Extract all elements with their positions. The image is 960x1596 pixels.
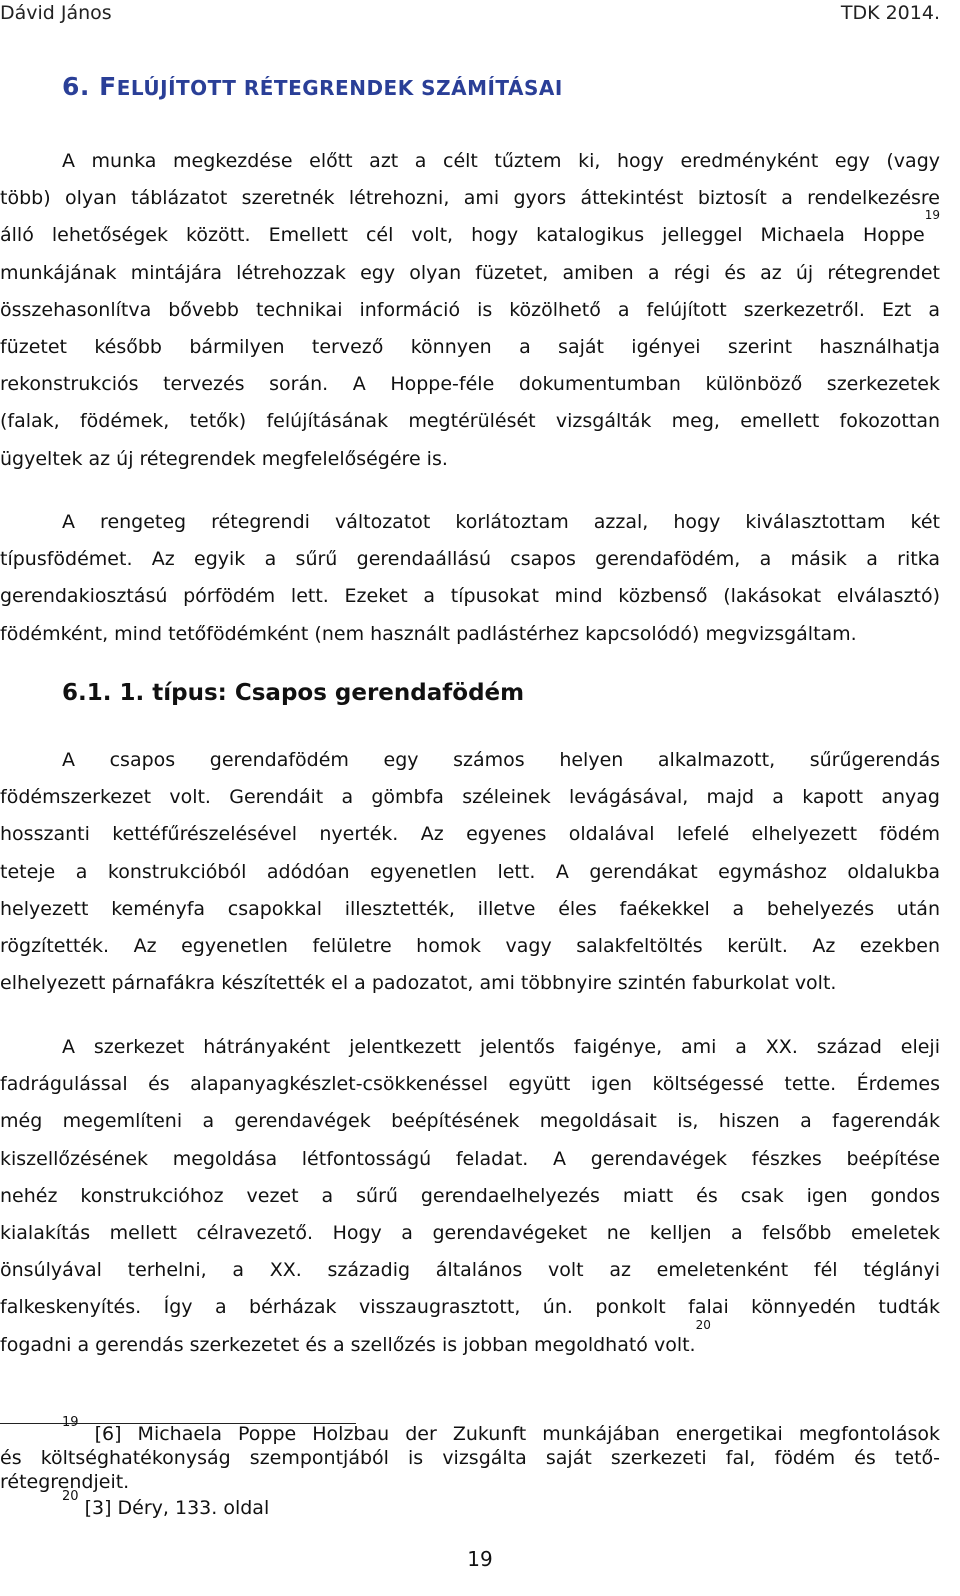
p1-line-3-text: álló lehetőségek között. Emellett cél volt, hogy katalogikus jelleggel Michaela Hoppe	[0, 224, 925, 247]
p3-line-2: födémszerkezet volt. Gerendáit a gömbfa széleinek levágásával, majd a kapott anyag	[0, 786, 940, 809]
footnote-20	[0, 1489, 940, 1520]
section-title-initial: F	[99, 72, 117, 101]
footnote-ref-20: 20	[695, 1317, 711, 1332]
p4-line-8: falkeskenyítés. Így a bérházak visszaugrasztott, ún. ponkolt falai könnyedén tudták	[0, 1296, 940, 1319]
p2-line-1: A rengeteg rétegrendi változatot korlátoztam azzal, hogy kiválasztottam két	[62, 511, 940, 533]
paragraph-4	[0, 1029, 940, 1364]
paragraph-1	[0, 143, 940, 478]
footnote-19-line-1	[0, 1415, 940, 1446]
p3-line-5: helyezett keményfa csapokkal illesztették, illetve éles faékekkel a behelyezés után	[0, 897, 940, 920]
footnote-19-line-3: rétegrendjeit.	[0, 1471, 130, 1493]
p1-line-8: (falak, födémek, tetők) felújításának megtérülését vizsgálták meg, emellett fokozottan	[0, 410, 940, 433]
footnote-19-line-2: és költséghatékonyság szempontjából is vizsgálta saját szerkezeti fal, födém és tető-	[0, 1447, 940, 1469]
p1-line-9: ügyeltek az új rétegrendek megfelelőségére is.	[0, 447, 448, 470]
p2-line-4: födémként, mind tetőfödémként (nem használt padlástérhez kapcsolódó) megvizsgáltam.	[0, 622, 857, 645]
footnote-20-text: [3] Déry, 133. oldal	[84, 1497, 270, 1519]
p1-line-4: munkájának mintájára létrehozzak egy olyan füzetet, amiben a régi és az új rétegrendet	[0, 261, 940, 284]
p4-line-3: még megemlíteni a gerendavégek beépítésének megoldásait is, hiszen a fagerendák	[0, 1110, 940, 1133]
p3-line-4: teteje a konstrukcióból adódóan egyenetlen lett. A gerendákat egymáshoz oldalukba	[0, 860, 940, 883]
footnote-20-number: 20	[62, 1489, 79, 1504]
p4-line-9	[0, 1317, 940, 1364]
section-heading	[62, 72, 563, 101]
header-author: Dávid János	[0, 2, 112, 24]
p1-line-7: rekonstrukciós tervezés során. A Hoppe-féle dokumentumban különböző szerkezetek	[0, 373, 940, 396]
section-title-rest: ELÚJÍTOTT RÉTEGRENDEK SZÁMÍTÁSAI	[116, 76, 563, 100]
footnote-ref-19: 19	[924, 208, 940, 223]
p4-line-2: fadrágulással és alapanyagkészlet-csökkenéssel együtt igen költségessé tette. Érdemes	[0, 1073, 940, 1096]
footnote-19-number: 19	[62, 1415, 79, 1430]
p1-line-5: összehasonlítva bővebb technikai információ is közölhető a felújított szerkezetről. Ezt a	[0, 298, 940, 321]
p1-line-3	[0, 208, 940, 254]
p4-line-6: kialakítás mellett célravezető. Hogy a gerendavégeket ne kelljen a felsőbb emeletek	[0, 1221, 940, 1244]
header-event: TDK 2014.	[840, 2, 940, 24]
p3-line-6: rögzítették. Az egyenetlen felületre homok vagy salakfeltöltés került. Az ezekben	[0, 934, 940, 957]
p1-line-6: füzetet később bármilyen tervező könnyen a saját igényei szerint használhatja	[0, 335, 940, 358]
p1-line-1: A munka megkezdése előtt azt a célt tűztem ki, hogy eredményként egy (vagy	[62, 150, 940, 172]
p3-line-3: hosszanti kettéfűrészelésével nyerték. Az egyenes oldalával lefelé elhelyezett födém	[0, 823, 940, 846]
paragraph-2	[0, 504, 940, 653]
p4-line-1: A szerkezet hátrányaként jelentkezett jelentős faigénye, ami a XX. század eleji	[62, 1036, 940, 1058]
footnote-19-text-1: [6] Michaela Poppe Holzbau der Zukunft munkájában energetikai megfontolások	[94, 1423, 940, 1445]
p4-line-7: önsúlyával terhelni, a XX. századig általános volt az emeletenként fél téglányi	[0, 1259, 940, 1282]
p1-line-2: több) olyan táblázatot szeretnék létrehozni, ami gyors áttekintést biztosít a rendelkezésre	[0, 187, 940, 210]
p2-line-2: típusfödémet. Az egyik a sűrű gerendaállású csapos gerendafödém, a másik a ritka	[0, 548, 940, 571]
page-number: 19	[467, 1547, 493, 1571]
footnote-19	[0, 1415, 940, 1494]
footnote-20-line	[0, 1489, 940, 1520]
p4-line-5: nehéz konstrukcióhoz vezet a sűrű gerendaelhelyezés miatt és csak igen gondos	[0, 1184, 940, 1207]
paragraph-3	[0, 742, 940, 1002]
p4-line-4: kiszellőzésének megoldása létfontosságú feladat. A gerendavégek fészkes beépítése	[0, 1147, 940, 1170]
section-number: 6.	[62, 72, 90, 101]
p3-line-1: A csapos gerendafödém egy számos helyen alkalmazott, sűrűgerendás	[62, 749, 940, 771]
p2-line-3: gerendakiosztású pórfödém lett. Ezeket a típusokat mind közbenső (lakásokat elválasztó)	[0, 585, 940, 608]
subsection-heading: 6.1. 1. típus: Csapos gerendafödém	[62, 680, 525, 706]
p3-line-7: elhelyezett párnafákra készítették el a padozatot, ami többnyire szintén faburkolat volt.	[0, 972, 837, 995]
p4-line-9-text: fogadni a gerendás szerkezetet és a szellőzés is jobban megoldható volt.	[0, 1333, 696, 1356]
